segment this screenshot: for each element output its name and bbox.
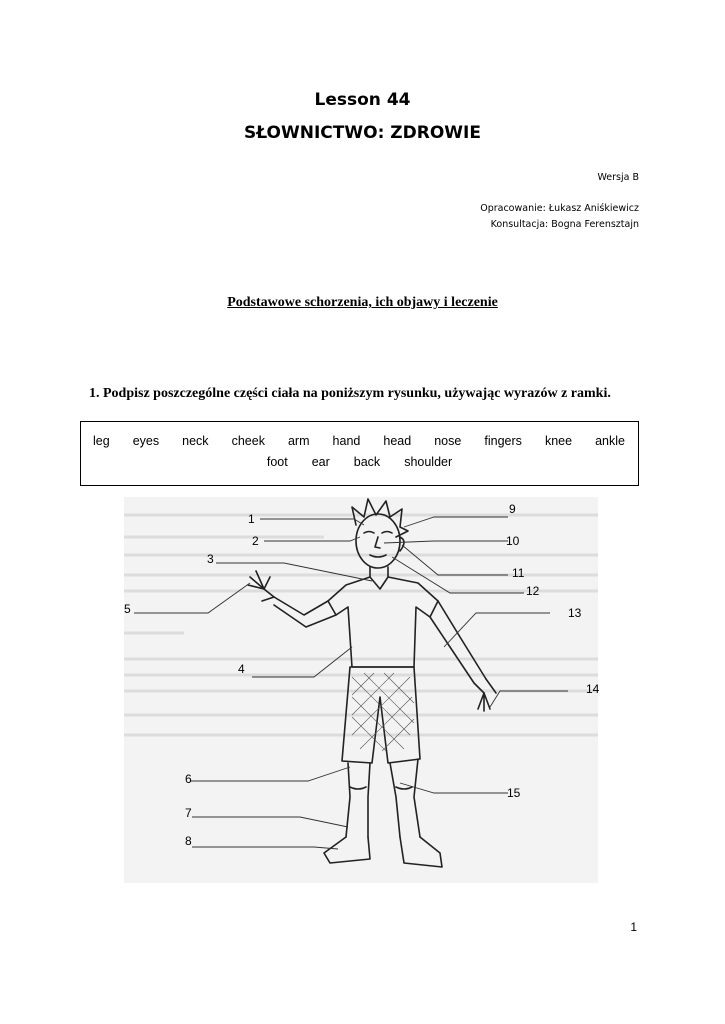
word-item: hand xyxy=(332,434,361,448)
body-figure xyxy=(124,497,598,883)
version-label: Wersja B xyxy=(597,172,639,183)
right-arm-shape xyxy=(430,617,484,693)
label-2: 2 xyxy=(252,534,259,548)
knees-shape xyxy=(350,787,412,789)
word-box xyxy=(80,421,639,486)
eyes-shape xyxy=(364,532,392,534)
page-number: 1 xyxy=(630,920,637,934)
word-item: ear xyxy=(311,455,330,469)
label-6: 6 xyxy=(185,772,192,786)
left-arm-lower xyxy=(274,605,336,627)
label-12: 12 xyxy=(526,584,540,598)
label-14: 14 xyxy=(586,682,600,696)
label-9: 9 xyxy=(509,502,516,516)
label-11: 11 xyxy=(512,566,525,580)
hair-shape xyxy=(352,499,408,537)
right-hand-shape xyxy=(478,679,496,711)
label-15: 15 xyxy=(507,786,521,800)
word-item: nose xyxy=(434,434,462,448)
word-item: arm xyxy=(287,434,310,448)
word-item: ankle xyxy=(595,434,625,448)
author-label: Opracowanie: Łukasz Aniśkiewicz xyxy=(480,203,639,214)
label-3: 3 xyxy=(207,552,214,566)
exercise-instruction: 1. Podpisz poszczególne części ciała na poniższym rysunku, używając wyrazów z ramki. xyxy=(89,386,611,401)
word-item: back xyxy=(353,455,381,469)
consultant-label: Konsultacja: Bogna Ferensztajn xyxy=(490,219,639,230)
word-item: shoulder xyxy=(404,455,453,469)
label-4: 4 xyxy=(238,662,245,676)
right-foot-shape xyxy=(400,837,442,867)
topic-title: SŁOWNICTWO: ZDROWIE xyxy=(244,123,481,143)
word-item: cheek xyxy=(231,434,265,448)
word-item: eyes xyxy=(132,434,160,448)
label-13: 13 xyxy=(568,606,582,620)
background-text-lines xyxy=(124,515,598,735)
word-row-2 xyxy=(81,455,638,469)
body-drawing xyxy=(124,497,598,883)
word-item: knee xyxy=(544,434,573,448)
head-shape xyxy=(356,514,400,568)
left-leg-shape xyxy=(346,763,370,837)
word-item: foot xyxy=(266,455,288,469)
word-item: fingers xyxy=(484,434,522,448)
label-7: 7 xyxy=(185,806,192,820)
lesson-title: Lesson 44 xyxy=(314,90,411,110)
left-foot-shape xyxy=(324,837,370,863)
shorts-hatch xyxy=(352,673,414,751)
label-10: 10 xyxy=(506,534,520,548)
label-1: 1 xyxy=(248,512,255,526)
word-item: neck xyxy=(182,434,209,448)
right-leg-shape xyxy=(390,759,420,837)
nose-shape xyxy=(375,537,380,548)
word-item: leg xyxy=(93,434,110,448)
leader-lines xyxy=(134,517,568,849)
label-8: 8 xyxy=(185,834,192,848)
word-item: head xyxy=(383,434,412,448)
label-5: 5 xyxy=(124,602,131,616)
left-arm-shape xyxy=(264,589,328,615)
word-row-1 xyxy=(81,434,638,448)
section-title: Podstawowe schorzenia, ich objawy i leczenie xyxy=(227,295,498,310)
